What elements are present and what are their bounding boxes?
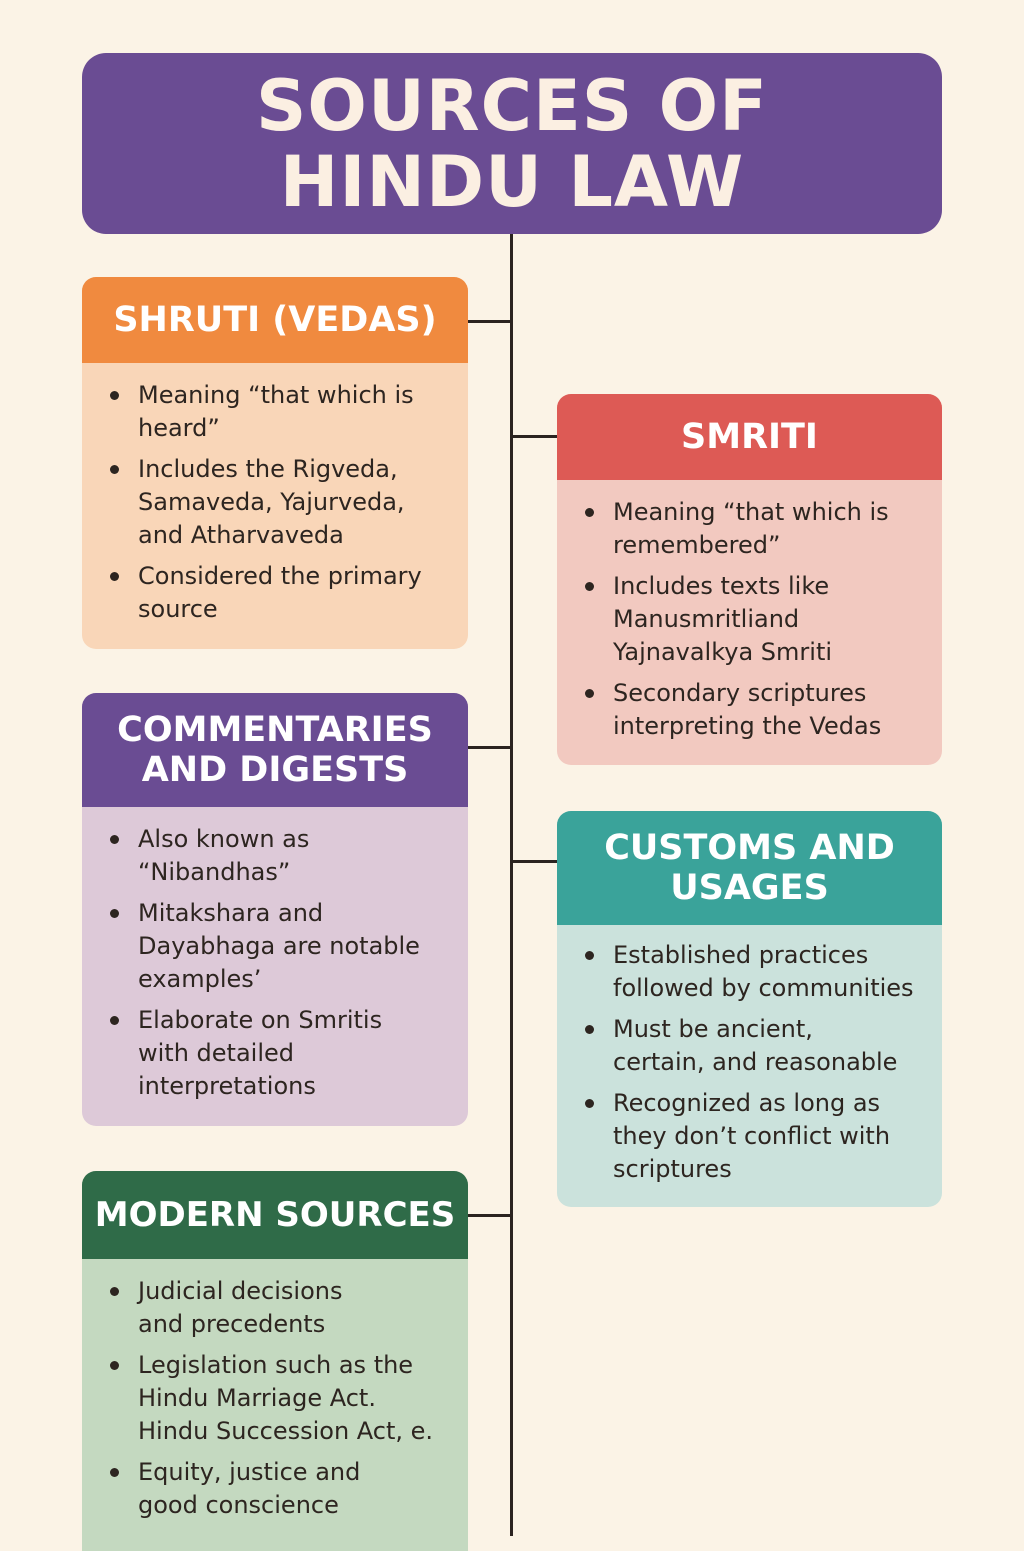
branch-commentaries bbox=[468, 746, 512, 749]
list-item-line: Meaning “that which is bbox=[138, 381, 414, 409]
smriti-heading-line: SMRITI bbox=[681, 417, 818, 457]
list-item-line: remembered” bbox=[613, 531, 781, 559]
list-item-line: Yajnavalkya Smriti bbox=[613, 638, 833, 666]
bullet-icon bbox=[110, 909, 119, 918]
list-item-line: Must be ancient, bbox=[613, 1015, 813, 1043]
list-item-line: Secondary scriptures bbox=[613, 679, 867, 707]
list-item-line: Includes the Rigveda, bbox=[138, 455, 398, 483]
list-item bbox=[585, 496, 922, 562]
list-item-line: Samaveda, Yajurveda, bbox=[138, 488, 405, 516]
list-item bbox=[585, 570, 922, 669]
customs-bullet-list bbox=[585, 939, 934, 1186]
smriti-heading bbox=[557, 394, 942, 480]
list-item-line: Legislation such as the bbox=[138, 1351, 414, 1379]
shruti-body bbox=[82, 363, 468, 626]
commentaries-heading-line: COMMENTARIES bbox=[117, 710, 433, 750]
list-item-line: and Atharvaveda bbox=[138, 521, 344, 549]
list-item bbox=[585, 1013, 934, 1079]
shruti-heading-line: SHRUTI (VEDAS) bbox=[113, 300, 437, 340]
bullet-icon bbox=[585, 689, 594, 698]
commentaries-card bbox=[82, 693, 468, 1126]
list-item-line: heard” bbox=[138, 414, 220, 442]
list-item bbox=[585, 677, 922, 743]
list-item-line: Mitakshara and bbox=[138, 899, 324, 927]
smriti-bullet-list bbox=[585, 496, 922, 743]
bullet-icon bbox=[585, 1025, 594, 1034]
bullet-icon bbox=[585, 582, 594, 591]
list-item-line: Equity, justice and bbox=[138, 1458, 361, 1486]
commentaries-heading bbox=[82, 693, 468, 807]
list-item-line: Established practices bbox=[613, 941, 869, 969]
commentaries-bullet-list bbox=[110, 823, 448, 1103]
list-item-line: Judicial decisions bbox=[138, 1277, 343, 1305]
list-item-line: interpreting the Vedas bbox=[613, 712, 882, 740]
list-item bbox=[110, 823, 448, 889]
list-item bbox=[585, 1087, 934, 1186]
list-item bbox=[110, 1004, 448, 1103]
bullet-icon bbox=[110, 835, 119, 844]
list-item-line: Recognized as long as bbox=[613, 1089, 881, 1117]
list-item bbox=[110, 453, 448, 552]
list-item-line: certain, and reasonable bbox=[613, 1048, 898, 1076]
modern-heading bbox=[82, 1171, 468, 1259]
list-item bbox=[110, 897, 448, 996]
list-item-line: they don’t conflict with bbox=[613, 1122, 891, 1150]
shruti-card bbox=[82, 277, 468, 649]
list-item-line: Elaborate on Smritis bbox=[138, 1006, 383, 1034]
branch-shruti bbox=[468, 320, 512, 323]
list-item bbox=[110, 1275, 460, 1341]
modern-bullet-list bbox=[110, 1275, 460, 1522]
list-item-line: Manusmritliand bbox=[613, 605, 800, 633]
bullet-icon bbox=[110, 1468, 119, 1477]
shruti-bullet-list bbox=[110, 379, 448, 626]
bullet-icon bbox=[585, 508, 594, 517]
bullet-icon bbox=[110, 465, 119, 474]
customs-body bbox=[557, 925, 942, 1186]
customs-card bbox=[557, 811, 942, 1207]
list-item-line: and precedents bbox=[138, 1310, 326, 1338]
list-item-line: Meaning “that which is bbox=[613, 498, 889, 526]
modern-body bbox=[82, 1259, 468, 1522]
customs-heading-line: USAGES bbox=[670, 868, 829, 908]
list-item-line: with detailed bbox=[138, 1039, 294, 1067]
bullet-icon bbox=[110, 1361, 119, 1370]
list-item-line: interpretations bbox=[138, 1072, 316, 1100]
commentaries-body bbox=[82, 807, 468, 1103]
list-item bbox=[110, 379, 448, 445]
bullet-icon bbox=[110, 1016, 119, 1025]
list-item-line: “Nibandhas” bbox=[138, 858, 291, 886]
shruti-heading bbox=[82, 277, 468, 363]
bullet-icon bbox=[110, 391, 119, 400]
commentaries-heading-line: AND DIGESTS bbox=[141, 750, 409, 790]
list-item-line: Includes texts like bbox=[613, 572, 830, 600]
smriti-card bbox=[557, 394, 942, 765]
list-item-line: Hindu Succession Act, e. bbox=[138, 1417, 434, 1445]
bullet-icon bbox=[585, 951, 594, 960]
list-item bbox=[110, 1456, 460, 1522]
list-item-line: Hindu Marriage Act. bbox=[138, 1384, 376, 1412]
bullet-icon bbox=[110, 572, 119, 581]
title-banner bbox=[82, 53, 942, 234]
branch-customs bbox=[511, 860, 557, 863]
title-line-2: HINDU LAW bbox=[279, 140, 745, 223]
list-item-line: examplesʼ bbox=[138, 965, 262, 993]
modern-heading-line: MODERN SOURCES bbox=[94, 1195, 456, 1235]
branch-smriti bbox=[511, 435, 557, 438]
list-item-line: scriptures bbox=[613, 1155, 732, 1183]
bullet-icon bbox=[585, 1099, 594, 1108]
list-item-line: Considered the primary bbox=[138, 562, 422, 590]
customs-heading bbox=[557, 811, 942, 925]
trunk-line bbox=[510, 234, 513, 1536]
smriti-body bbox=[557, 480, 942, 743]
list-item bbox=[110, 1349, 460, 1448]
list-item bbox=[110, 560, 448, 626]
list-item-line: Also known as bbox=[138, 825, 310, 853]
modern-card bbox=[82, 1171, 468, 1551]
list-item-line: source bbox=[138, 595, 218, 623]
list-item-line: followed by communities bbox=[613, 974, 914, 1002]
list-item-line: good conscience bbox=[138, 1491, 339, 1519]
list-item bbox=[585, 939, 934, 1005]
title-line-1: SOURCES OF bbox=[256, 64, 768, 147]
list-item-line: Dayabhaga are notable bbox=[138, 932, 420, 960]
branch-modern bbox=[468, 1214, 512, 1217]
customs-heading-line: CUSTOMS AND bbox=[604, 828, 895, 868]
bullet-icon bbox=[110, 1287, 119, 1296]
